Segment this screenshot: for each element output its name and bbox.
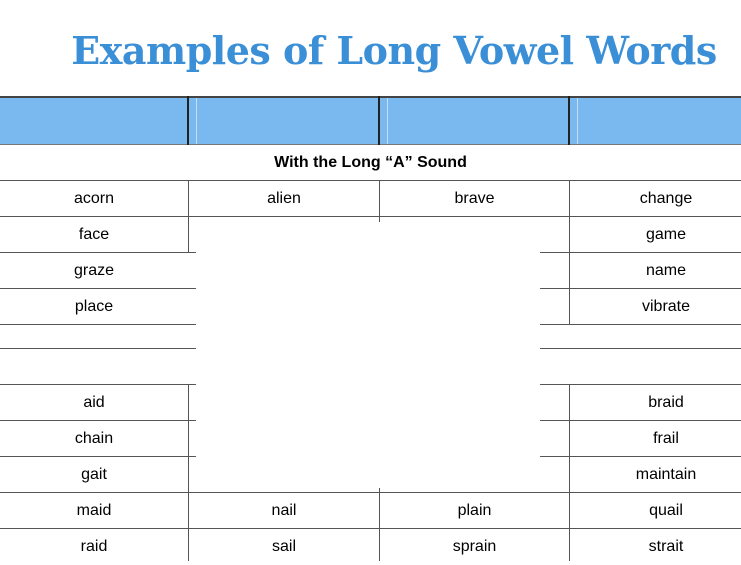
table-header-band — [0, 96, 741, 145]
header-inner-line — [577, 98, 578, 144]
section-heading: With the Long “A” Sound — [274, 154, 467, 171]
table-cell: maid — [76, 502, 112, 519]
table-cell: game — [645, 226, 687, 243]
table-cell: name — [645, 262, 687, 279]
page-title: Examples of Long Vowel Words — [71, 28, 717, 73]
row-border — [0, 348, 196, 349]
column-border — [188, 384, 189, 492]
table-cell: brave — [454, 190, 495, 207]
table-cell: quail — [649, 502, 683, 519]
table-cell: change — [639, 190, 693, 207]
table-cell: strait — [648, 538, 684, 555]
table-cell: alien — [267, 190, 301, 207]
table-cell: vibrate — [641, 298, 691, 315]
table-cell: nail — [271, 502, 297, 519]
table-cell: chain — [74, 430, 114, 447]
header-bottom-border — [0, 144, 741, 145]
table-cell: maintain — [635, 466, 697, 483]
header-divider — [378, 96, 380, 145]
table-cell: raid — [80, 538, 108, 555]
header-inner-line — [196, 98, 197, 144]
header-top-border — [0, 96, 741, 98]
table-cell: place — [74, 298, 114, 315]
table-cell: acorn — [73, 190, 115, 207]
table-cell: frail — [653, 430, 679, 447]
table-cell: plain — [457, 502, 492, 519]
table-cell: face — [78, 226, 110, 243]
header-inner-line — [387, 98, 388, 144]
table-cell: gait — [81, 466, 107, 483]
table-cell: graze — [73, 262, 115, 279]
row-border — [540, 348, 741, 349]
table-cell: sail — [271, 538, 296, 555]
table-cell: braid — [648, 394, 684, 411]
table-cell: sprain — [452, 538, 497, 555]
header-divider — [187, 96, 189, 145]
column-border — [188, 216, 189, 252]
table-cell: aid — [83, 394, 105, 411]
header-divider — [568, 96, 570, 145]
